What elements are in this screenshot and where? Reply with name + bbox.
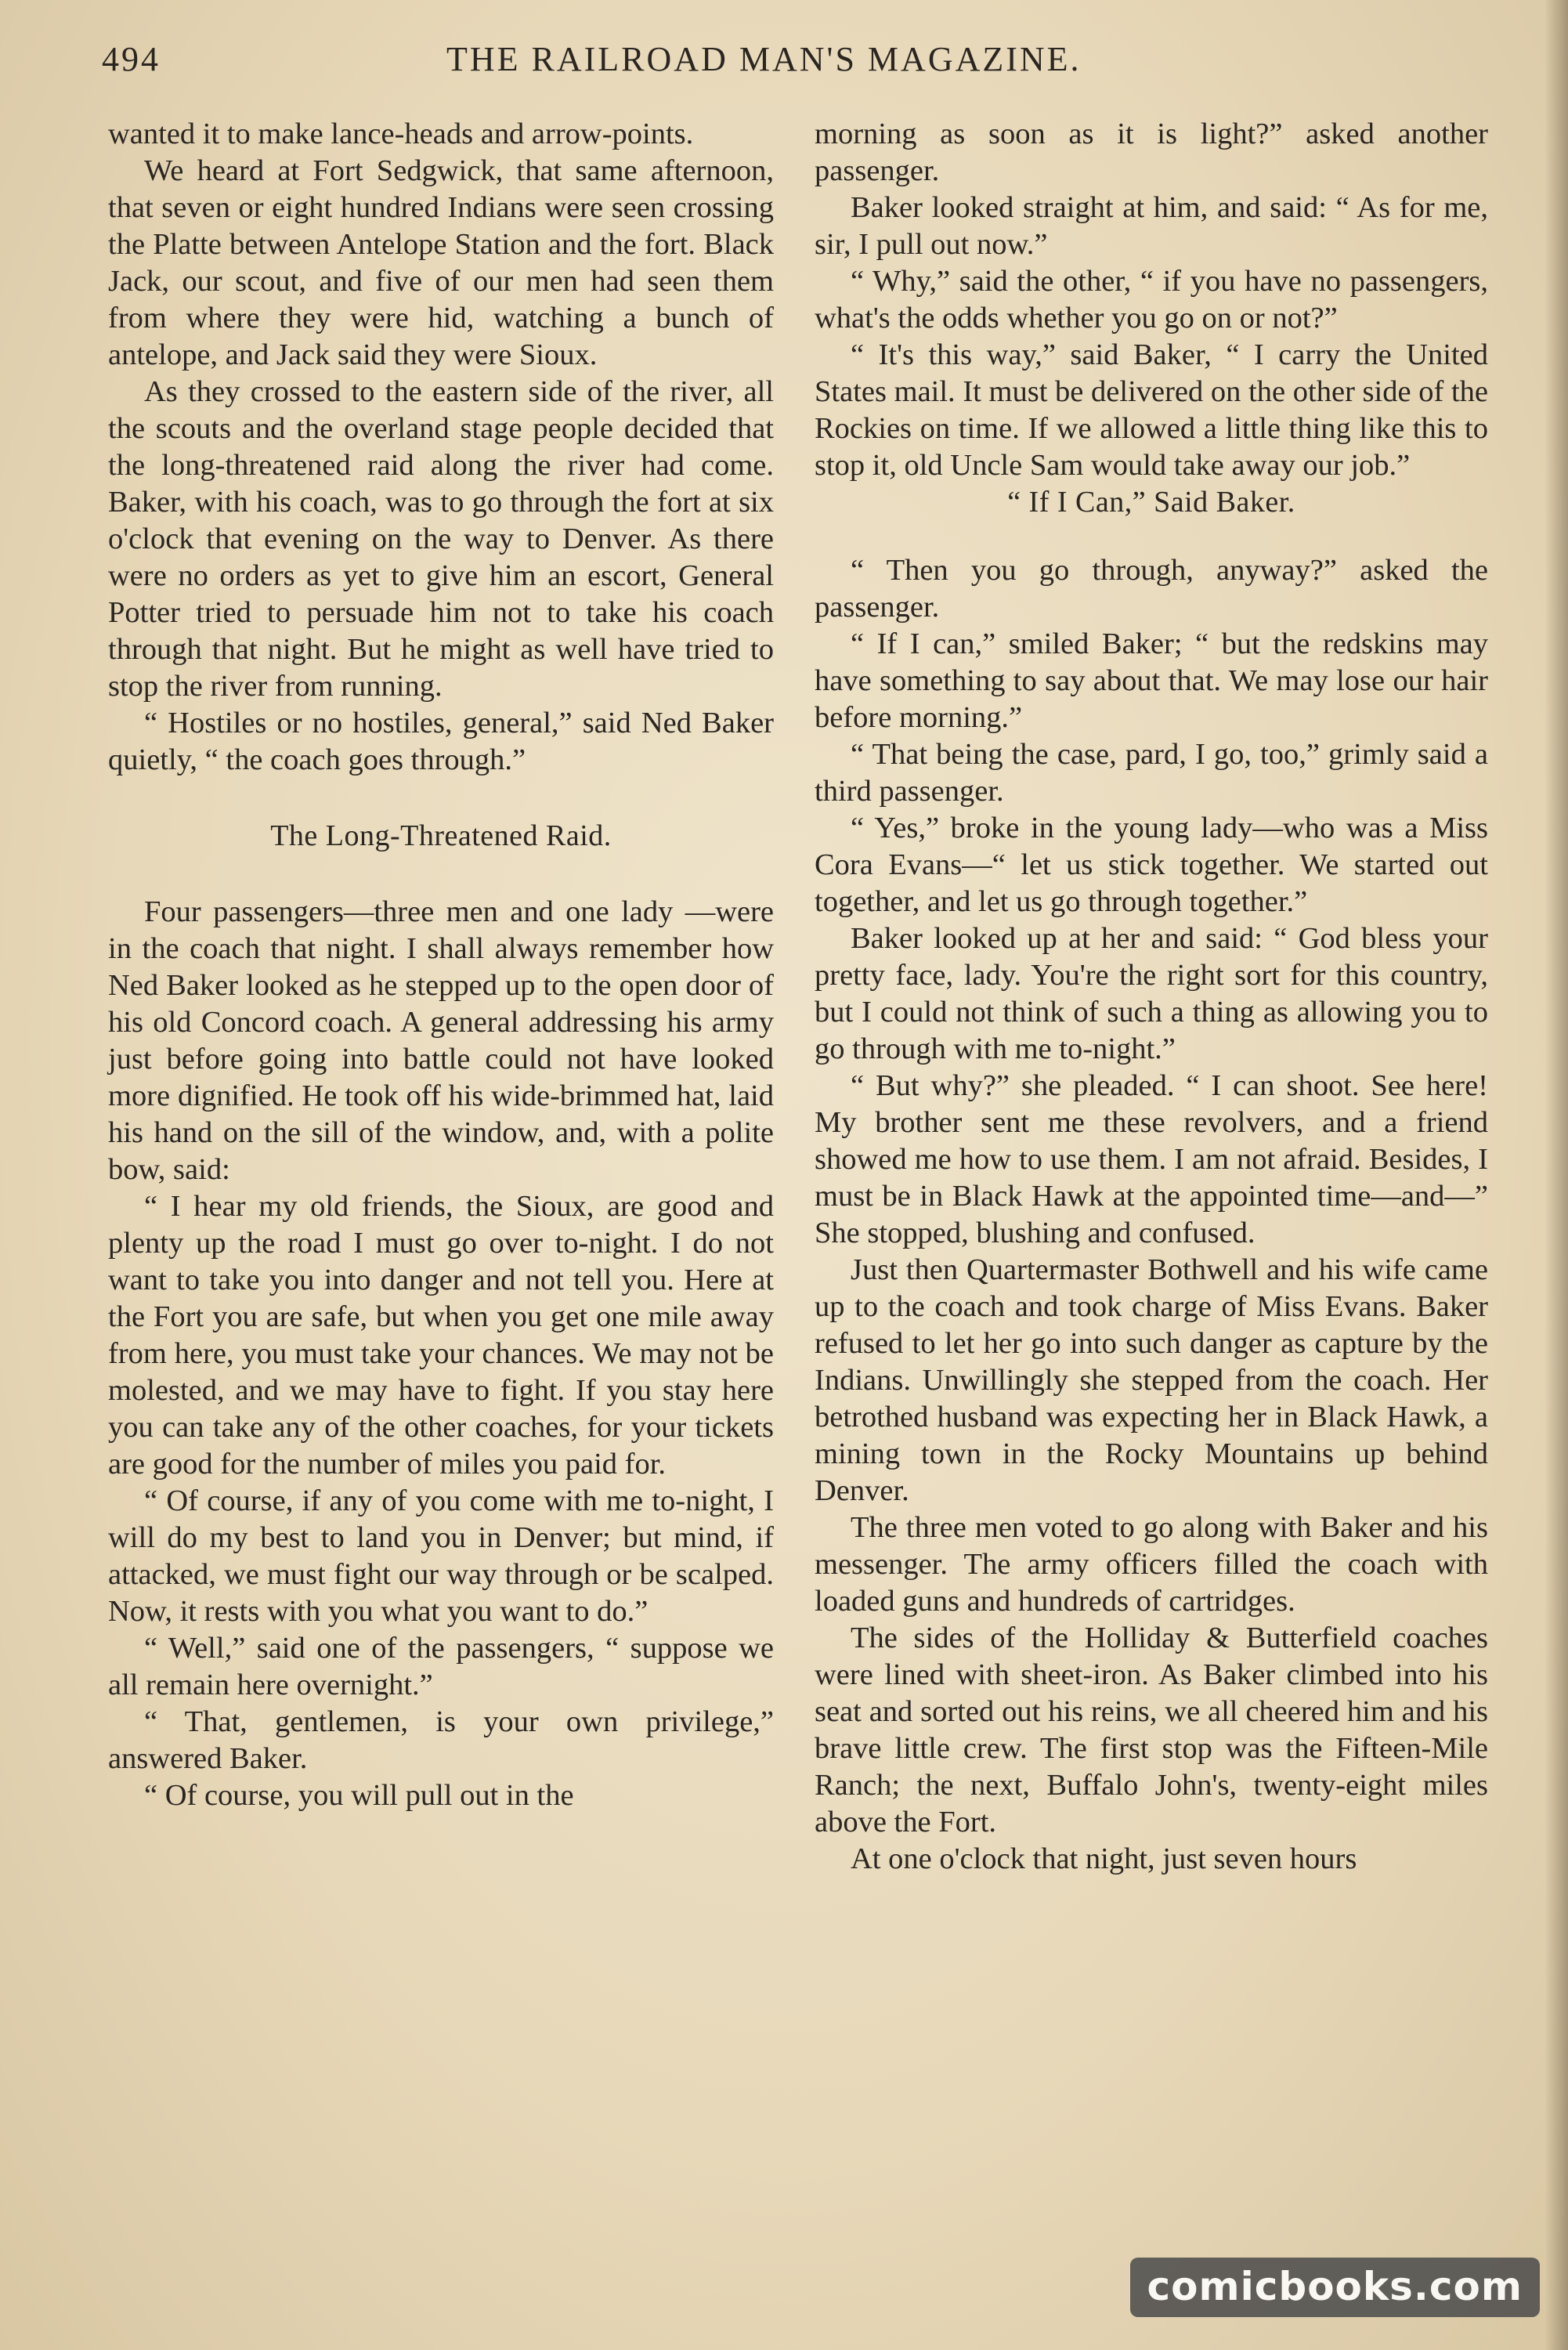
- paragraph: The three men voted to go along with Baker and his messenger. The army officers filled the coach with loaded guns and hundreds of cartridges.: [815, 1511, 1488, 1618]
- running-title: THE RAILROAD MAN'S MAGAZINE.: [446, 40, 1082, 78]
- watermark-logo: comicbooks.com: [1130, 2258, 1540, 2317]
- paragraph: “ Of course, you will pull out in the: [144, 1779, 574, 1812]
- paragraph: “ I hear my old friends, the Sioux, are good and plenty up the road I must go over to-night. I do not want to take you into danger and not tell you. Here at the Fort you are safe, but when you get one mile away from here, you must take your chances. We may not be molested, and we may have to fight. If you stay here you can take any of the other coaches, for your tickets are good for the number of miles you paid for.: [108, 1190, 774, 1480]
- paragraph: “ Then you go through, anyway?” asked the passenger.: [815, 554, 1488, 624]
- paragraph: Just then Quartermaster Bothwell and his wife came up to the coach and took charge of Miss Evans. Baker refused to let her go into such danger as capture by the Indians. Unwillingly she stepped from the coach. Her betrothed husband was expecting her in Black Hawk, a mining town in the Rocky Mountains up behind Denver.: [815, 1253, 1488, 1507]
- paragraph: “ Well,” said one of the passengers, “ suppose we all remain here overnight.”: [108, 1632, 774, 1701]
- right-column: [815, 116, 1488, 2231]
- paragraph: As they crossed to the eastern side of the river, all the scouts and the overland stage people decided that the long-threatened raid along the river had come. Baker, with his coach, was to go through the fort at six o'clock that evening on the way to Denver. As there were no orders as yet to give him an escort, General Potter tried to persuade him not to take his coach through that night. But he might as well have tried to stop the river from running.: [108, 375, 774, 703]
- paragraph: At one o'clock that night, just seven hours: [851, 1842, 1357, 1875]
- paragraph: Four passengers—three men and one lady —were in the coach that night. I shall always remember how Ned Baker looked as he stepped up to the open door of his old Concord coach. A general addressing his army just before going into battle could not have looked more dignified. He took off his wide-brimmed hat, laid his hand on the sill of the window, and, with a polite bow, said:: [108, 895, 774, 1186]
- paragraph: morning as soon as it is light?” asked another passenger.: [815, 118, 1488, 187]
- paragraph: “ If I can,” smiled Baker; “ but the redskins may have something to say about that. We may lose our hair before morning.”: [815, 627, 1488, 734]
- left-column: [108, 116, 774, 2231]
- paragraph: We heard at Fort Sedgwick, that same afternoon, that seven or eight hundred Indians were seen crossing the Platte between Antelope Station and the fort. Black Jack, our scout, and five of our men had seen them from where they were hid, watching a bunch of antelope, and Jack said they were Sioux.: [108, 154, 774, 371]
- paragraph: “ Why,” said the other, “ if you have no passengers, what's the odds whether you go on or not?”: [815, 265, 1488, 334]
- paragraph: “ It's this way,” said Baker, “ I carry the United States mail. It must be delivered on the other side of the Rockies on time. If we allowed a little thing like this to stop it, old Uncle Sam would take away our job.”: [815, 338, 1488, 482]
- page-edge-shadow: [1545, 0, 1568, 2350]
- page-header: [102, 30, 1498, 85]
- paragraph: wanted it to make lance-heads and arrow-points.: [108, 118, 694, 150]
- paragraph: The sides of the Holliday & Butterfield coaches were lined with sheet-iron. As Baker climbed into his seat and sorted out his reins, we all cheered him and his brave little crew. The first stop was the Fifteen-Mile Ranch; the next, Buffalo John's, twenty-eight miles above the Fort.: [815, 1622, 1488, 1838]
- paragraph: “ That being the case, pard, I go, too,” grimly said a third passenger.: [815, 738, 1488, 808]
- page-number: 494: [102, 40, 161, 78]
- paragraph: “ Hostiles or no hostiles, general,” said Ned Baker quietly, “ the coach goes through.”: [108, 707, 774, 776]
- section-subheading: The Long-Threatened Raid.: [270, 819, 612, 852]
- paragraph: Baker looked straight at him, and said: “ As for me, sir, I pull out now.”: [815, 191, 1488, 261]
- section-subheading: “ If I Can,” Said Baker.: [1007, 486, 1295, 519]
- paragraph: “ Of course, if any of you come with me to-night, I will do my best to land you in Denver; but mind, if attacked, we must fight our way through or be scalped. Now, it rests with you what you want to do.”: [108, 1484, 774, 1628]
- paragraph: Baker looked up at her and said: “ God bless your pretty face, lady. You're the right sort for this country, but I could not think of such a thing as allowing you to go through with me to-night.”: [815, 922, 1488, 1065]
- paragraph: “ Yes,” broke in the young lady—who was a Miss Cora Evans—“ let us stick together. We started out together, and let us go through together.”: [815, 812, 1488, 918]
- paragraph: “ That, gentlemen, is your own privilege,” answered Baker.: [108, 1705, 774, 1775]
- paragraph: “ But why?” she pleaded. “ I can shoot. See here! My brother sent me these revolvers, and a friend showed me how to use them. I am not afraid. Besides, I must be in Black Hawk at the appointed time—and—” She stopped, blushing and confused.: [815, 1069, 1488, 1249]
